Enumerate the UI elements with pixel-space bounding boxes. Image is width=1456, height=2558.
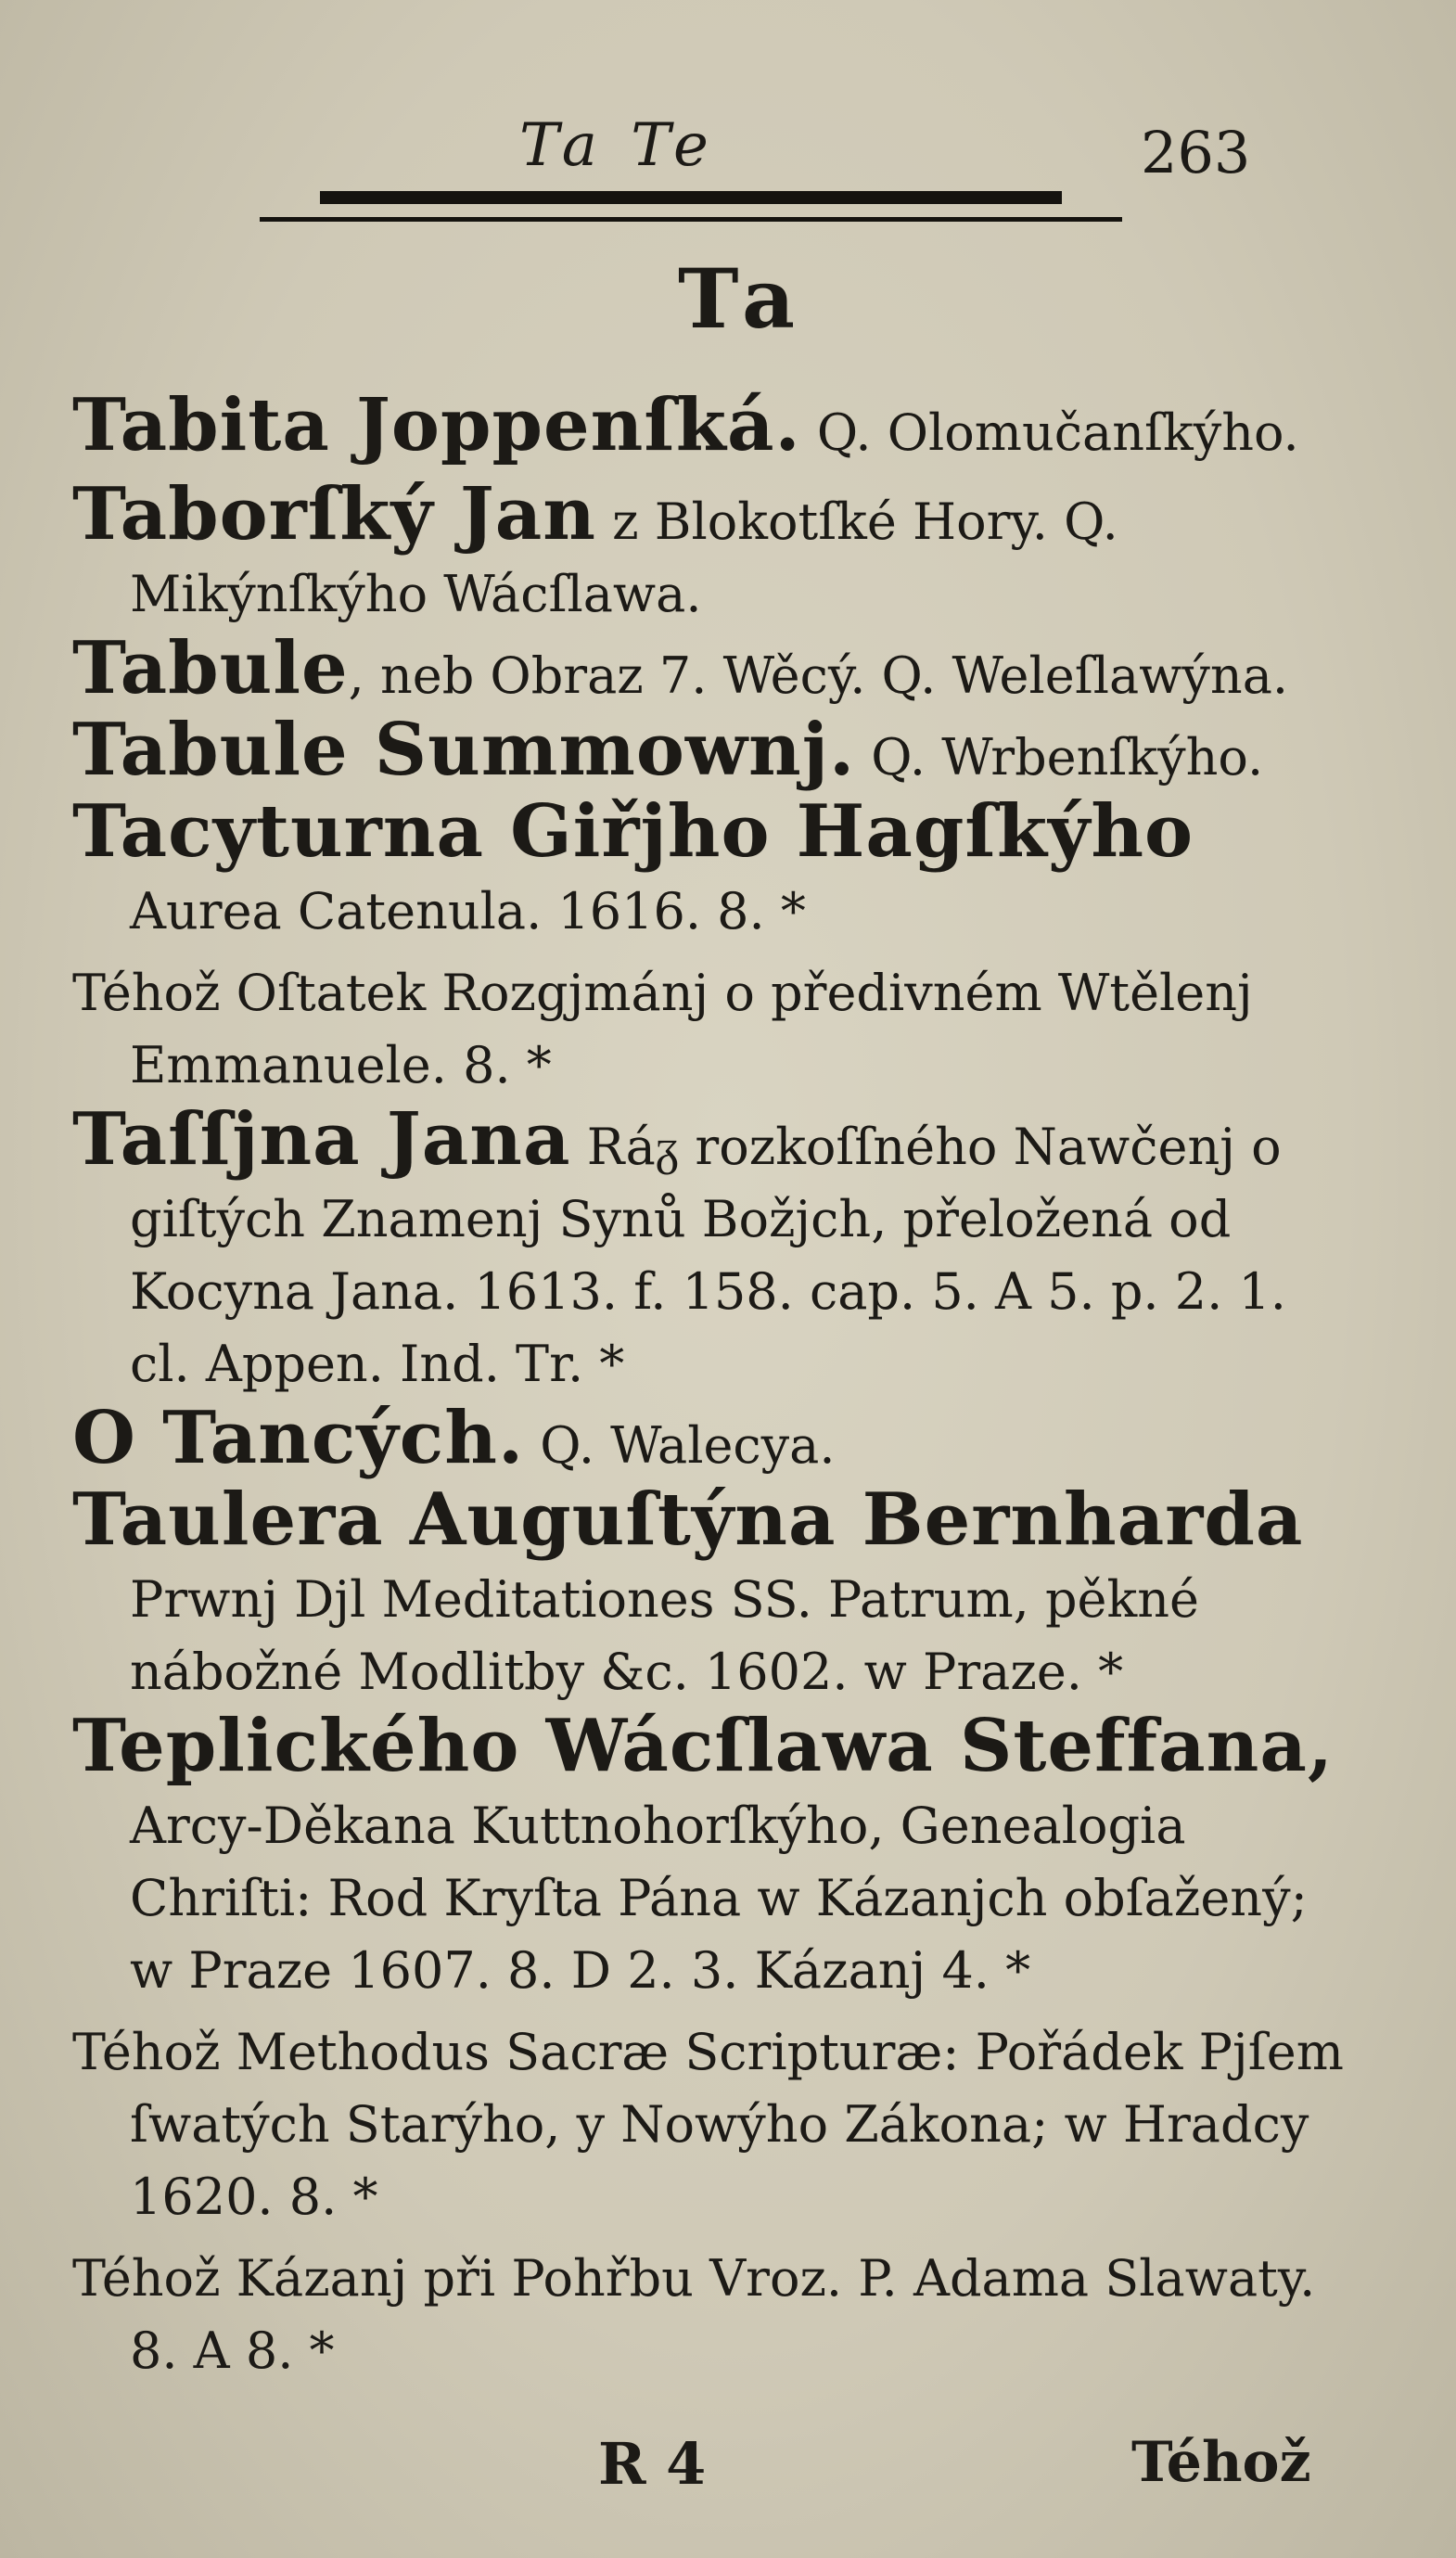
entry-taulera — [72, 1477, 1352, 1708]
entry-head: Tabule — [72, 626, 349, 710]
entry-text: Q. Wrbenſkýho. — [855, 728, 1264, 787]
entry-head: Taulera Auguſtýna Bernharda — [72, 1477, 1304, 1562]
entry-tehoz-ostatek — [72, 950, 1352, 1102]
entry-tehoz-methodus — [72, 2009, 1352, 2233]
entry-text: Q. Olomučanſkýho. — [800, 403, 1299, 462]
entry-tabule-obraz — [72, 626, 1352, 712]
entry-head: Taſſjna Jana — [72, 1097, 571, 1182]
entry-tancych — [72, 1396, 1352, 1482]
page-number: 263 — [1141, 119, 1251, 186]
entry-text: Aurea Catenula. 1616. 8. * — [130, 882, 806, 940]
entry-tacyturna — [72, 789, 1352, 948]
entry-head: Tabule Summownj. — [72, 708, 856, 792]
entry-text: Arcy-Děkana Kuttnohorſkýho, Genealogia Chriſti: Rod Kryſta Pána w Kázanjch obſažený; w Praze 1607. 8. D 2. 3. Kázanj 4. * — [130, 1797, 1308, 2000]
entry-text: z Blokotſké Hory. Q. Mikýnſkýho Wácſlawa. — [130, 492, 1118, 623]
entry-text: Téhož Kázanj při Pohřbu Vroz. P. Adama Slawaty. 8. A 8. * — [72, 2249, 1316, 2380]
entry-text: Ráᵹ rozkoſſného Nawčenj o giſtých Znamenj Synů Božjch, přeložená od Kocyna Jana. 1613. f. 158. cap. 5. A 5. p. 2. 1. cl. Appen. Ind. Tr. * — [130, 1118, 1286, 1393]
entry-head: Tabita Joppenſká. — [72, 383, 801, 467]
entry-tabita — [72, 383, 1352, 469]
entry-list — [72, 383, 1352, 2389]
entry-text: Téhož Methodus Sacræ Scripturæ: Pořádek Pjſem ſwatých Starýho, y Nowýho Zákona; w Hradcy 1620. 8. * — [72, 2023, 1344, 2226]
running-head-title: Ta Te — [519, 111, 716, 180]
entry-head: Taborſký Jan — [72, 472, 597, 556]
entry-text: , neb Obraz 7. Wěcý. Q. Weleſlawýna. — [348, 646, 1289, 705]
entry-head: Teplického Wácſlawa Steffana, — [72, 1704, 1335, 1788]
entry-text: Prwnj Djl Meditationes SS. Patrum, pěkné nábožné Modlitby &c. 1602. w Praze. * — [130, 1570, 1199, 1701]
running-head — [0, 102, 1456, 204]
header-rule-thin — [260, 217, 1122, 222]
header-rule-thick — [320, 191, 1062, 204]
entry-head: O Tancých. — [72, 1396, 525, 1480]
entry-tassjna — [72, 1097, 1352, 1401]
entry-teplickyho — [72, 1704, 1352, 2007]
entry-text: Q. Walecya. — [524, 1416, 836, 1475]
entry-tehoz-kazanj — [72, 2235, 1352, 2387]
entry-head: Tacyturna Giřjho Hagſkýho — [72, 789, 1194, 874]
catchword: Téhož — [1131, 2430, 1311, 2495]
entry-taborsky — [72, 472, 1352, 631]
signature-mark: R 4 — [598, 2430, 707, 2498]
entry-text: Téhož Oſtatek Rozgjmánj o předivném Wtělenj Emmanuele. 8. * — [72, 964, 1253, 1094]
section-heading: Ta — [677, 250, 807, 347]
entry-tabule-summownj — [72, 708, 1352, 794]
